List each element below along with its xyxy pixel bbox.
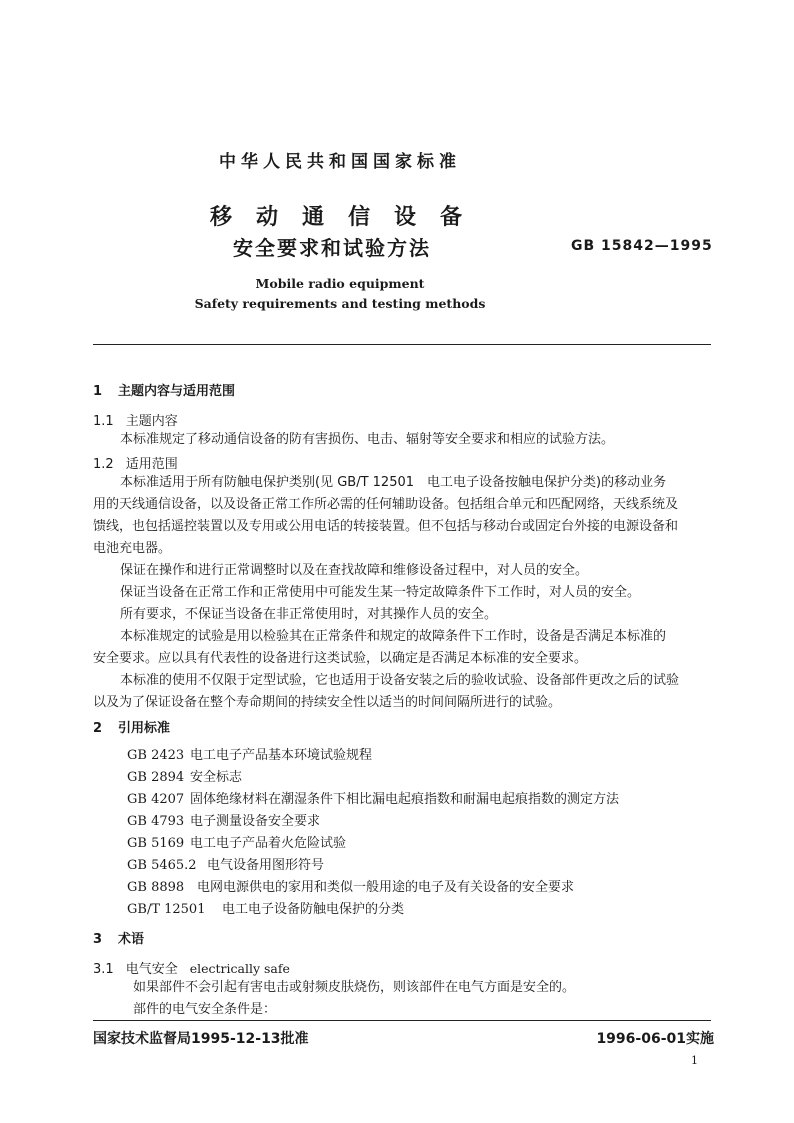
reference-item — [127, 877, 574, 899]
reference-name: 电子测量设备安全要求 — [190, 814, 321, 829]
section-title-english: electrically safe — [189, 961, 290, 976]
reference-name: 电工电子产品着火危险试验 — [190, 836, 347, 851]
section-number: 2 — [93, 721, 103, 736]
paragraph-line: 安全要求。应以具有代表性的设备进行这类试验，以确定是否满足本标准的安全要求。 — [93, 651, 588, 666]
reference-code: GB 2423 — [127, 748, 185, 763]
section-number: 1 — [93, 384, 103, 399]
section-3-heading — [93, 928, 144, 947]
reference-item — [127, 833, 346, 855]
paragraph-line: 所有要求，不保证当设备在非正常使用时，对其操作人员的安全。 — [120, 607, 498, 622]
section-3-1-heading — [93, 958, 290, 977]
reference-code: GB 5169 — [127, 836, 185, 851]
reference-code: GB 8898 — [127, 880, 185, 895]
section-title: 主题内容与适用范围 — [118, 384, 236, 399]
header-divider — [93, 344, 711, 345]
paragraph-line: 本标准的使用不仅限于定型试验，它也适用于设备安装之后的验收试验、设备部件更改之后的试验 — [120, 673, 680, 688]
section-title: 术语 — [118, 932, 145, 947]
reference-code: GB 4207 — [127, 792, 185, 807]
reference-name: 电气设备用图形符号 — [207, 858, 325, 873]
standard-type-heading: 中华人民共和国国家标准 — [219, 152, 461, 172]
reference-item — [127, 855, 324, 877]
reference-code: GB 5465.2 — [127, 858, 197, 873]
section-2-heading — [93, 717, 170, 736]
effective-date: 1996-06-01实施 — [596, 1031, 714, 1047]
reference-name: 电工电子设备防触电保护的分类 — [222, 902, 405, 917]
reference-code: GB 2894 — [127, 770, 185, 785]
reference-item — [127, 899, 404, 921]
reference-item — [127, 767, 242, 789]
paragraph-line: 本标准规定的试验是用以检验其在正常条件和规定的故障条件下工作时，设备是否满足本标准的 — [120, 629, 667, 644]
paragraph-line: 以及为了保证设备在整个寿命期间的持续安全性以适当的时间间隔所进行的试验。 — [93, 695, 562, 710]
section-number: 3.1 — [93, 962, 114, 977]
section-1-1-heading — [93, 410, 178, 429]
footer-divider — [93, 1020, 711, 1021]
paragraph-line: 本标准适用于所有防触电保护类别(见 GB/T 12501 电工电子设备按触电保护分类)的移动业务 — [120, 475, 667, 490]
section-number: 3 — [93, 932, 103, 947]
paragraph-line: 电池充电器。 — [93, 541, 172, 556]
section-1-1-text: 本标准规定了移动通信设备的防有害损伤、电击、辐射等安全要求和相应的试验方法。 — [120, 432, 615, 447]
section-title: 主题内容 — [125, 414, 178, 429]
section-title: 引用标准 — [118, 721, 171, 736]
gb-number: GB 15842—1995 — [571, 238, 713, 254]
section-number: 1.1 — [93, 414, 114, 429]
section-title: 适用范围 — [125, 457, 178, 472]
paragraph-line: 馈线，也包括遥控装置以及专用或公用电话的转接装置。但不包括与移动台或固定台外接的电源设备和 — [93, 519, 679, 534]
reference-name: 电网电源供电的家用和类似一般用途的电子及有关设备的安全要求 — [197, 880, 575, 895]
paragraph-line: 部件的电气安全条件是： — [133, 1002, 277, 1017]
english-title-line2: Safety requirements and testing methods — [194, 296, 486, 311]
reference-item — [127, 789, 619, 811]
section-number: 1.2 — [93, 457, 114, 472]
paragraph-line: 如果部件不会引起有害电击或射频皮肤烧伤，则该部件在电气方面是安全的。 — [133, 980, 576, 995]
reference-item — [127, 745, 372, 767]
document-title-line1: 移动通信设备 — [210, 205, 487, 230]
english-title-line1: Mobile radio equipment — [255, 276, 425, 291]
paragraph-line: 保证当设备在正常工作和正常使用中可能发生某一特定故障条件下工作时，对人员的安全。 — [120, 585, 641, 600]
page-number: 1 — [691, 1054, 698, 1067]
section-title: 电气安全 — [125, 962, 178, 977]
approval-note: 国家技术监督局1995-12-13批准 — [93, 1031, 309, 1047]
paragraph-line: 保证在操作和进行正常调整时以及在查找故障和维修设备过程中，对人员的安全。 — [120, 563, 589, 578]
reference-item — [127, 811, 320, 833]
section-1-heading — [93, 380, 235, 399]
document-title-line2: 安全要求和试验方法 — [233, 236, 431, 260]
reference-name: 电工电子产品基本环境试验规程 — [190, 748, 373, 763]
paragraph-line: 用的天线通信设备，以及设备正常工作所必需的任何辅助设备。包括组合单元和匹配网络，天线系统及 — [93, 497, 679, 512]
reference-name: 固体绝缘材料在潮湿条件下相比漏电起痕指数和耐漏电起痕指数的测定方法 — [190, 792, 620, 807]
reference-code: GB 4793 — [127, 814, 185, 829]
reference-name: 安全标志 — [190, 770, 243, 785]
reference-code: GB/T 12501 — [127, 902, 206, 917]
section-1-2-heading — [93, 453, 178, 472]
